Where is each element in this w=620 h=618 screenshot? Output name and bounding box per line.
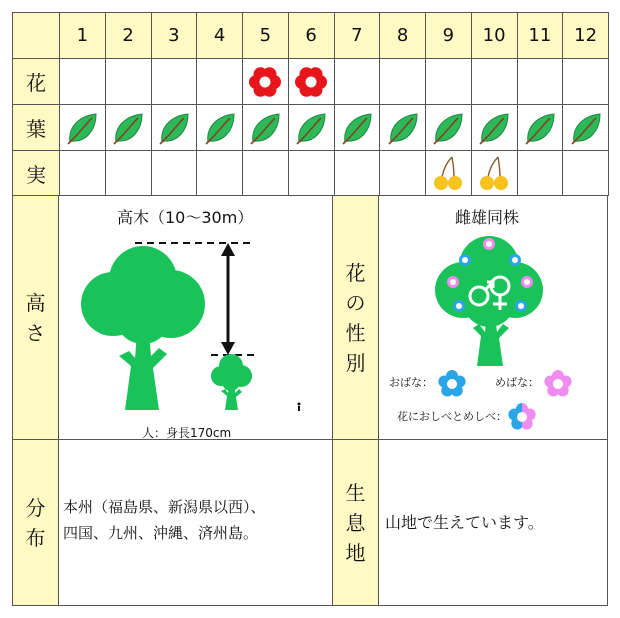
month-header: 5 [243, 13, 289, 59]
month-header: 12 [563, 13, 609, 59]
leaf-cell-month-8 [380, 105, 426, 151]
label-char: の [345, 290, 366, 315]
flower-cell-month-6 [288, 59, 334, 105]
male-flower-label: おばな： [389, 376, 433, 389]
fruit-cell-month-9 [426, 151, 472, 196]
fruit-cell-month-10 [471, 151, 517, 196]
bisexual-flower-icon [507, 402, 537, 432]
leaf-icon [476, 110, 512, 146]
leaf-icon [430, 110, 466, 146]
leaf-icon [293, 110, 329, 146]
leaf-cell-month-12 [563, 105, 609, 151]
label-char: 生 [345, 480, 366, 505]
height-arrow-icon [221, 243, 235, 355]
month-header-row [13, 13, 609, 59]
flower-cell-month-2 [105, 59, 151, 105]
month-header: 4 [197, 13, 243, 59]
leaf-cell-month-5 [243, 105, 289, 151]
leaf-cell-month-3 [151, 105, 197, 151]
month-header: 7 [334, 13, 380, 59]
flower-cell-month-7 [334, 59, 380, 105]
fruit-cell-month-5 [243, 151, 289, 196]
month-header: 11 [517, 13, 563, 59]
month-header: 9 [426, 13, 472, 59]
berry-fruit-icon [476, 155, 512, 191]
plant-info-sheet [12, 12, 608, 606]
height-panel [58, 195, 333, 440]
flower-cell-month-11 [517, 59, 563, 105]
month-header: 2 [105, 13, 151, 59]
monoecious-tree-icon [435, 236, 543, 366]
flower-cell-month-1 [60, 59, 106, 105]
fruit-cell-month-8 [380, 151, 426, 196]
female-flower-label: めばな： [495, 376, 539, 389]
detail-section [12, 195, 608, 606]
label-char: 分 [25, 495, 46, 520]
fruit-cell-month-12 [563, 151, 609, 196]
height-caption: 人：身長170cm [142, 426, 232, 440]
row-label-flower: 花 [13, 59, 60, 105]
label-char: 花 [345, 260, 366, 285]
leaf-icon [156, 110, 192, 146]
habitat-panel [378, 439, 608, 606]
flower-cell-month-10 [471, 59, 517, 105]
flower-cell-month-4 [197, 59, 243, 105]
distribution-line: 四国、九州、沖縄、済州島。 [63, 524, 259, 542]
label-char: 別 [345, 350, 366, 375]
fruit-cell-month-3 [151, 151, 197, 196]
tall-tree-icon [81, 246, 205, 410]
flower-row [13, 59, 609, 105]
small-tree-icon [211, 354, 252, 410]
leaf-icon [64, 110, 100, 146]
fruit-cell-month-7 [334, 151, 380, 196]
leaf-icon [110, 110, 146, 146]
height-diagram [59, 196, 332, 439]
leaf-icon [339, 110, 375, 146]
fruit-cell-month-6 [288, 151, 334, 196]
leaf-icon [385, 110, 421, 146]
flower-cell-month-3 [151, 59, 197, 105]
flower-cell-month-9 [426, 59, 472, 105]
label-char: 高 [25, 290, 46, 315]
berry-fruit-icon [430, 155, 466, 191]
flower-cell-month-5 [243, 59, 289, 105]
monoecious-diagram [379, 196, 607, 439]
red-flower-icon [247, 64, 283, 100]
row-label-fruit: 実 [13, 151, 60, 196]
person-icon [298, 403, 301, 412]
habitat-text: 山地で生えています。 [385, 513, 544, 532]
distribution-label [12, 439, 59, 606]
bisexual-flower-label: 花におしべとめしべ： [397, 410, 507, 423]
distribution-panel [58, 439, 333, 606]
flower-sex-panel [378, 195, 608, 440]
month-header: 3 [151, 13, 197, 59]
label-char: 布 [25, 525, 46, 550]
label-char: さ [25, 320, 46, 345]
female-flower-icon [543, 369, 573, 399]
male-flower-icon [437, 369, 467, 399]
leaf-cell-month-1 [60, 105, 106, 151]
row-label-leaf: 葉 [13, 105, 60, 151]
flower-sex-label [332, 195, 379, 440]
leaf-cell-month-9 [426, 105, 472, 151]
leaf-cell-month-11 [517, 105, 563, 151]
seasonal-calendar [12, 12, 609, 196]
leaf-icon [202, 110, 238, 146]
height-title: 高木（10～30m） [117, 208, 254, 227]
flower-cell-month-12 [563, 59, 609, 105]
habitat-label [332, 439, 379, 606]
fruit-cell-month-2 [105, 151, 151, 196]
leaf-icon [568, 110, 604, 146]
month-header: 1 [60, 13, 106, 59]
flower-cell-month-8 [380, 59, 426, 105]
month-header: 8 [380, 13, 426, 59]
leaf-cell-month-2 [105, 105, 151, 151]
leaf-cell-month-4 [197, 105, 243, 151]
height-label [12, 195, 59, 440]
fruit-cell-month-4 [197, 151, 243, 196]
month-header: 10 [471, 13, 517, 59]
leaf-row [13, 105, 609, 151]
leaf-cell-month-10 [471, 105, 517, 151]
month-header: 6 [288, 13, 334, 59]
fruit-cell-month-11 [517, 151, 563, 196]
leaf-icon [247, 110, 283, 146]
label-char: 息 [345, 510, 366, 535]
corner-cell [13, 13, 60, 59]
distribution-text [63, 494, 266, 546]
leaf-cell-month-7 [334, 105, 380, 151]
distribution-line: 本州（福島県、新潟県以西）、 [63, 498, 266, 516]
leaf-icon [522, 110, 558, 146]
red-flower-icon [293, 64, 329, 100]
fruit-cell-month-1 [60, 151, 106, 196]
fruit-row [13, 151, 609, 196]
label-char: 地 [345, 540, 366, 565]
flower-sex-title: 雌雄同株 [455, 208, 520, 227]
leaf-cell-month-6 [288, 105, 334, 151]
label-char: 性 [345, 320, 366, 345]
